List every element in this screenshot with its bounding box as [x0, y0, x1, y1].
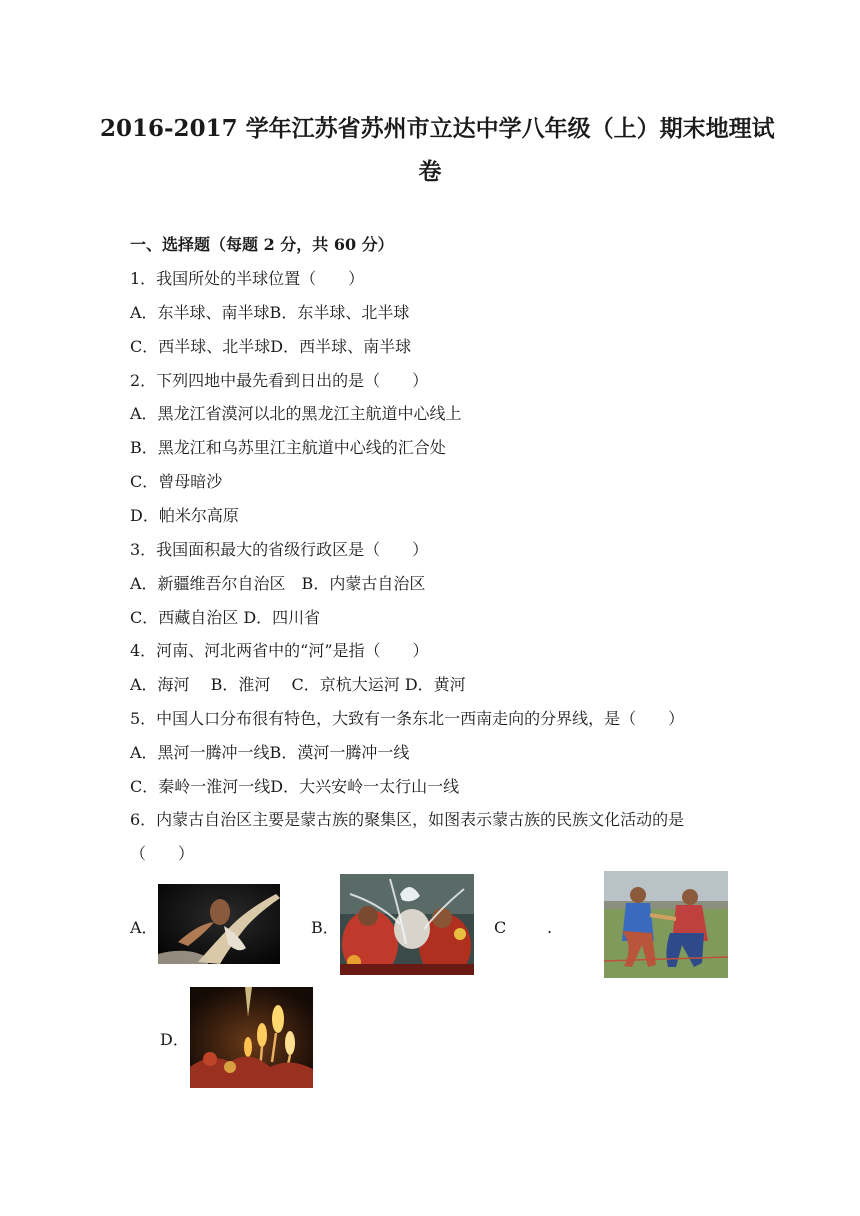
question-4-options: A．海河 B．淮河 C．京杭大运河 D．黄河 [130, 675, 466, 694]
option-d-photo [190, 987, 313, 1088]
question-6-option-a-label: A． [130, 918, 158, 937]
question-1-options-cd: C．西半球、北半球D．西半球、南半球 [130, 337, 412, 356]
question-3-options-ab: A．新疆维吾尔自治区 B．内蒙古自治区 [130, 574, 426, 593]
question-6-option-b-label: B． [311, 918, 339, 937]
question-2-option-c: C．曾母暗沙 [130, 472, 223, 491]
exam-title-line-1: 2016-2017 学年江苏省苏州市立达中学八年级（上）期末地理试 [100, 115, 775, 142]
question-3: 3．我国面积最大的省级行政区是（ ） [130, 540, 429, 559]
option-a-photo [158, 884, 280, 964]
question-4: 4．河南、河北两省中的“河”是指（ ） [130, 641, 429, 660]
question-5-options-cd: C．秦岭一淮河一线D．大兴安岭一太行山一线 [130, 777, 460, 796]
option-c-photo [604, 871, 728, 978]
question-2-option-b: B．黑龙江和乌苏里江主航道中心线的汇合处 [130, 438, 446, 457]
question-5: 5．中国人口分布很有特色，大致有一条东北一西南走向的分界线，是（ ） [130, 709, 685, 728]
question-3-options-cd: C．西藏自治区 D．四川省 [130, 608, 321, 627]
question-2-option-d: D．帕米尔高原 [130, 506, 239, 525]
question-5-options-ab: A．黑河一腾冲一线B．漠河一腾冲一线 [130, 743, 410, 762]
question-2: 2．下列四地中最先看到日出的是（ ） [130, 371, 429, 390]
question-1: 1．我国所处的半球位置（ ） [130, 269, 365, 288]
option-b-photo [340, 874, 474, 975]
question-6-option-c-dot: . [547, 918, 553, 937]
section-heading: 一、选择题（每题 2 分，共 60 分） [130, 235, 394, 254]
question-6-option-c-label: C [494, 918, 507, 937]
question-6-bracket: （ ） [130, 844, 195, 863]
question-6: 6．内蒙古自治区主要是蒙古族的聚集区，如图表示蒙古族的民族文化活动的是 [130, 810, 685, 829]
question-6-option-d-label: D． [160, 1030, 189, 1049]
question-2-option-a: A．黑龙江省漠河以北的黑龙江主航道中心线上 [130, 404, 462, 423]
question-1-options-ab: A．东半球、南半球B．东半球、北半球 [130, 303, 410, 322]
exam-title-line-2: 卷 [418, 158, 442, 185]
